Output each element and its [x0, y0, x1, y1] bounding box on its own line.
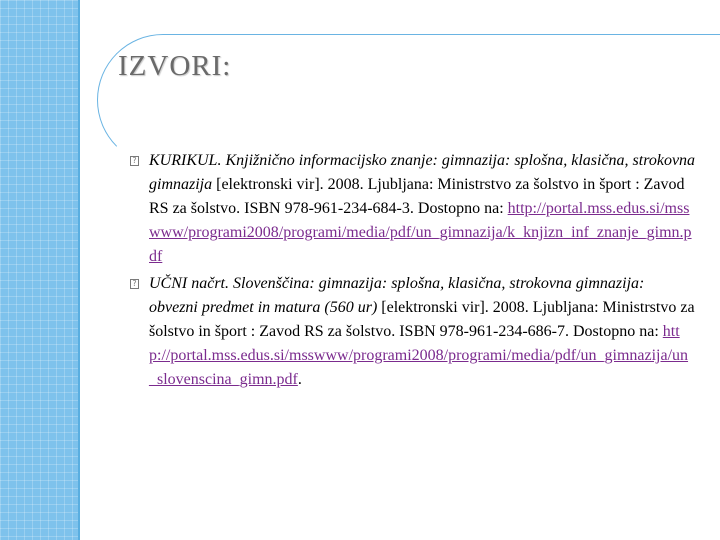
reference-item-ucni-nacrt [130, 272, 696, 392]
reference-details: [elektronski vir]. 2008. Ljubljana: Ministrstvo za šolstvo in šport : Zavod RS za šolstvo. ISBN 978-961-234-684-3. Dostopno na: [149, 176, 685, 217]
reference-trailing: . [297, 371, 302, 388]
bullet-box-icon: ? [130, 279, 139, 289]
reference-link[interactable]: http://portal.mss.edus.si/msswww/programi2008/programi/media/pdf/un_gimnazija/un_slovenscina_gimn.pdf [149, 323, 689, 388]
reference-list [130, 149, 696, 395]
sidebar-edge-line [78, 0, 80, 540]
reference-title: UČNI načrt. Slovenščina: gimnazija: splošna, klasična, strokovna gimnazija: obvezni predmet in matura (560 ur) [149, 275, 645, 316]
reference-link[interactable]: http://portal.mss.edus.si/msswww/programi2008/programi/media/pdf/un_gimnazija/k_knjizn_inf_znanje_gimn.pdf [149, 200, 692, 265]
decorative-sidebar [0, 0, 79, 540]
bullet-box-icon: ? [130, 156, 139, 166]
reference-title: KURIKUL. Knjižnično informacijsko znanje: gimnazija: splošna, klasična, strokovna gimnazija [149, 152, 696, 193]
slide-title: IZVORI: [118, 50, 232, 82]
reference-item-kurikul [130, 149, 696, 269]
reference-details: [elektronski vir]. 2008. Ljubljana: Ministrstvo za šolstvo in šport : Zavod RS za šolstvo. ISBN 978-961-234-686-7. Dostopno na: [149, 299, 695, 340]
